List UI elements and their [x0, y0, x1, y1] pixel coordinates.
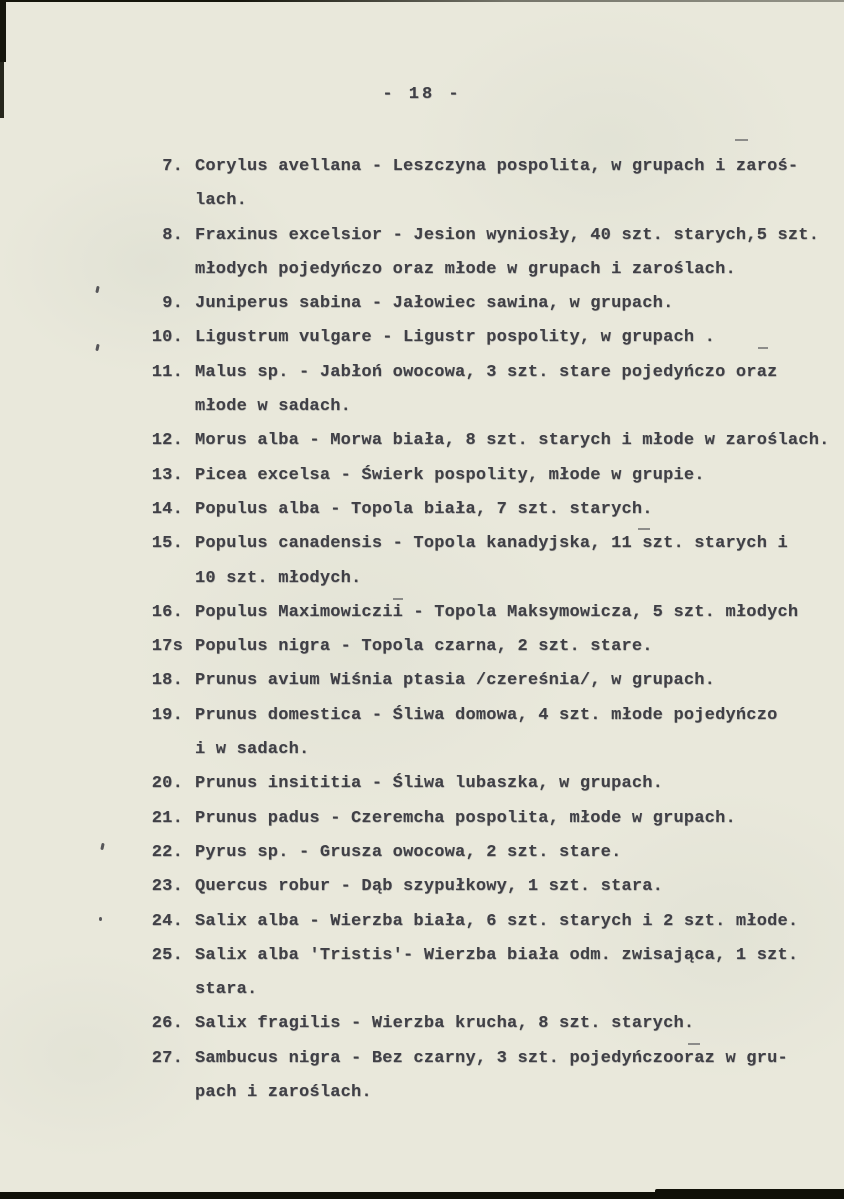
item-lines [195, 424, 830, 458]
list-item [147, 870, 837, 904]
item-number: 8. [162, 225, 183, 245]
item-text-line: Salix alba 'Tristis'- Wierzba biała odm. zwisająca, 1 szt. [195, 945, 799, 965]
list-item [147, 424, 837, 458]
item-number: 15. [151, 534, 183, 554]
item-lines [195, 1007, 694, 1041]
item-lines [195, 836, 621, 870]
item-text-line: pach i zaroślach. [195, 1083, 372, 1103]
item-text-line: Salix fragilis - Wierzba krucha, 8 szt. starych. [195, 1014, 695, 1034]
item-text-line: Quercus robur - Dąb szypułkowy, 1 szt. stara. [195, 877, 664, 897]
item-text-line: Salix alba - Wierzba biała, 6 szt. starych i 2 szt. młode. [195, 911, 799, 931]
item-lines [195, 802, 736, 836]
list-item [147, 493, 837, 527]
item-lines [195, 150, 798, 219]
item-lines [195, 219, 819, 288]
page-number: - 18 - [382, 85, 462, 104]
item-number: 19. [151, 705, 183, 725]
item-number: 23. [151, 877, 183, 897]
item-text-line: lach. [195, 191, 248, 211]
item-text-line: Morus alba - Morwa biała, 8 szt. starych i młode w zaroślach. [195, 431, 830, 451]
item-number: 10. [151, 328, 183, 348]
list-item [147, 664, 837, 698]
margin-speck [100, 843, 104, 850]
item-text-line: Pyrus sp. - Grusza owocowa, 2 szt. stare. [195, 842, 622, 862]
item-lines [195, 699, 778, 768]
item-number: 13. [151, 465, 183, 485]
item-lines [195, 905, 798, 939]
item-number: 7. [162, 157, 183, 176]
list-item [147, 939, 837, 1008]
item-number: 22. [151, 842, 183, 862]
list-item [147, 150, 837, 219]
item-text-line: Picea excelsa - Świerk pospolity, młode w grupie. [195, 465, 705, 485]
list-item [147, 527, 837, 596]
item-number: 20. [151, 774, 183, 794]
item-lines [195, 870, 663, 904]
item-number: 14. [151, 499, 183, 519]
item-lines [195, 527, 788, 596]
item-text-line: młodych pojedyńczo oraz młode w grupach i zaroślach. [195, 259, 736, 279]
item-text-line: Populus nigra - Topola czarna, 2 szt. stare. [195, 637, 653, 657]
item-text-line: Prunus avium Wiśnia ptasia /czereśnia/, w grupach. [195, 671, 716, 691]
item-text-line: stara. [195, 980, 258, 1000]
item-text-line: Fraxinus excelsior - Jesion wyniosły, 40 szt. starych,5 szt. [195, 225, 820, 245]
item-number: 17s [151, 637, 183, 657]
list-item [147, 459, 837, 493]
scan-edge-bottom-right [655, 1189, 844, 1199]
item-text-line: Malus sp. - Jabłoń owocowa, 3 szt. stare pojedyńczo oraz [195, 362, 778, 382]
item-lines [195, 493, 653, 527]
list-item [147, 802, 837, 836]
item-lines [195, 1042, 788, 1111]
item-text-line: Populus alba - Topola biała, 7 szt. starych. [195, 499, 653, 519]
item-text-line: 10 szt. młodych. [195, 568, 362, 588]
item-lines [195, 630, 653, 664]
item-text-line: Juniperus sabina - Jałowiec sawina, w grupach. [195, 294, 674, 314]
list-item [147, 699, 837, 768]
item-number: 25. [151, 945, 183, 965]
item-lines [195, 356, 778, 425]
item-number: 24. [151, 911, 183, 931]
item-number: 16. [151, 602, 183, 622]
list-item [147, 356, 837, 425]
item-lines [195, 939, 798, 1008]
item-number: 27. [151, 1048, 183, 1068]
margin-speck [95, 344, 99, 351]
item-text-line: i w sadach. [195, 740, 310, 760]
list-item [147, 630, 837, 664]
scan-edge-left-upper [0, 0, 6, 62]
item-text-line: Prunus domestica - Śliwa domowa, 4 szt. młode pojedyńczo [195, 705, 778, 725]
item-text-line: Prunus padus - Czeremcha pospolita, młode w grupach. [195, 808, 736, 828]
list-item [147, 1007, 837, 1041]
item-text-line: Corylus avellana - Leszczyna pospolita, w grupach i zaroś- [195, 157, 799, 176]
item-text-line: Prunus insititia - Śliwa lubaszka, w grupach. [195, 774, 664, 794]
item-number: 18. [151, 671, 183, 691]
list-item [147, 1042, 837, 1111]
item-number: 11. [151, 362, 183, 382]
item-text-line: Sambucus nigra - Bez czarny, 3 szt. pojedyńczooraz w gru- [195, 1048, 788, 1068]
list-item [147, 836, 837, 870]
item-lines [195, 767, 663, 801]
margin-speck [99, 917, 102, 921]
item-text-line: Populus Maximowiczii - Topola Maksymowicza, 5 szt. młodych [195, 602, 799, 622]
list-item [147, 321, 837, 355]
list-item [147, 905, 837, 939]
margin-speck [95, 286, 99, 293]
list-item [147, 596, 837, 630]
item-lines [195, 321, 715, 355]
item-number: 26. [151, 1014, 183, 1034]
item-lines [195, 596, 798, 630]
item-number: 9. [162, 294, 183, 314]
stray-dash-mark [735, 139, 748, 141]
list-item [147, 767, 837, 801]
item-number: 21. [151, 808, 183, 828]
item-lines [195, 459, 705, 493]
scan-edge-top [0, 0, 844, 2]
list-item [147, 287, 837, 321]
item-text-line: Populus canadensis - Topola kanadyjska, 11 szt. starych i [195, 534, 788, 554]
item-text-line: młode w sadach. [195, 397, 352, 417]
item-text-line: Ligustrum vulgare - Ligustr pospolity, w grupach . [195, 328, 716, 348]
item-number: 12. [151, 431, 183, 451]
list-item [147, 219, 837, 288]
item-lines [195, 287, 673, 321]
item-lines [195, 664, 715, 698]
plant-list [147, 150, 837, 1110]
